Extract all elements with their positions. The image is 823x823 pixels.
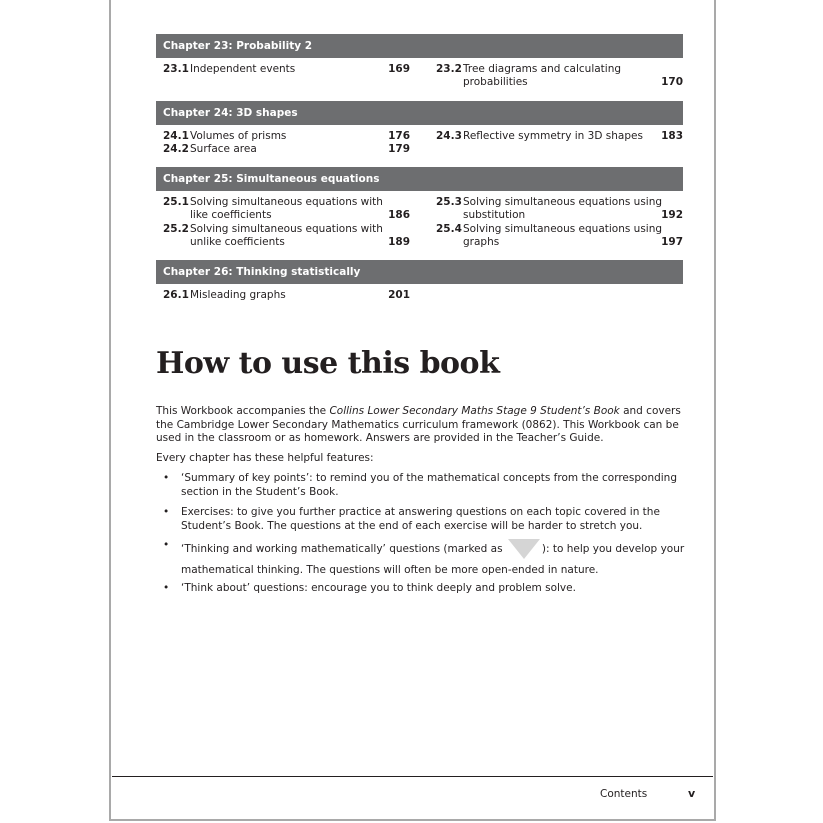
footer-rule [112,776,713,777]
chapter-header: Chapter 25: Simultaneous equations [156,167,683,191]
toc-page: 170 [661,76,683,89]
toc-num: 24.1 [163,130,189,142]
toc-num: 25.3 [436,196,462,208]
toc-num: 24.3 [436,130,462,142]
toc-num: 23.2 [436,63,462,75]
toc-entry[interactable] [163,130,410,143]
bullet-text-b: ): to help you develop your mathematical thinking. The questions will often be more open-ended in nature. [181,543,685,576]
toc-title: Solving simultaneous equations using graphs [463,222,663,248]
toc-page: 179 [388,143,410,156]
toc-entry[interactable] [436,196,683,223]
bullet: • [163,506,170,518]
toc-page: 176 [388,130,410,142]
toc-title: Independent events [190,63,296,75]
page-number: v [688,787,696,800]
bullet: • [163,472,170,484]
toc-title: Solving simultaneous equations with like coefficients [190,196,383,222]
features-intro: Every chapter has these helpful features: [156,452,374,464]
section-heading: How to use this book [156,346,500,381]
chapter-header: Chapter 23: Probability 2 [156,34,683,58]
toc-entry[interactable] [163,143,410,156]
toc-page: 192 [661,209,683,222]
bullet-text: ‘Think about’ questions: encourage you to think deeply and problem solve. [181,582,576,594]
toc-entry[interactable] [163,196,410,223]
toc-num: 25.2 [163,222,189,235]
bullet: • [163,539,170,551]
intro-text: This Workbook accompanies the [156,405,330,417]
toc-entry[interactable] [163,223,410,250]
intro-paragraph [156,405,686,446]
toc-entry[interactable] [163,289,410,302]
book-title: Collins Lower Secondary Maths Stage 9 Student’s Book [329,405,620,417]
toc-title: Surface area [190,143,257,156]
footer-label: Contents [600,788,648,800]
bullet-text: ‘Summary of key points’: to remind you of the mathematical concepts from the corresponding section in the Student’s Book. [181,472,678,498]
chapter-header: Chapter 24: 3D shapes [156,101,683,125]
toc-title: Misleading graphs [190,289,286,301]
bullet-text [181,539,691,581]
toc-title: Solving simultaneous equations using substitution [463,196,663,222]
toc-entry[interactable] [436,130,683,143]
intro-text-2: and covers the Cambridge Lower Secondary Mathematics curriculum framework (0862). This Workbook can be used in the classroom or as homework. Answers are provided in the Teacher’s Guide. [156,405,681,444]
thinking-mathematically-icon [508,539,540,559]
toc-title: Reflective symmetry in 3D shapes [463,130,643,142]
toc-title: Tree diagrams and calculating probabilities [463,63,622,89]
toc-entry[interactable] [436,223,683,250]
toc-entry[interactable] [163,63,410,76]
toc-page: 183 [661,130,683,142]
toc-num: 24.2 [163,143,189,156]
toc-entry[interactable] [436,63,683,90]
chapter-header: Chapter 26: Thinking statistically [156,260,683,284]
toc-num: 26.1 [163,289,189,301]
bullet-text-a: ‘Thinking and working mathematically’ questions (marked as [181,543,503,555]
toc-page: 169 [388,63,410,75]
toc-page: 186 [388,209,410,222]
toc-num: 25.4 [436,222,462,235]
toc-page: 189 [388,235,410,248]
toc-num: 25.1 [163,196,189,208]
bullet-text: Exercises: to give you further practice at answering questions on each topic covered in the Student’s Book. The questions at the end of each exercise will be harder to stretch you. [181,506,660,532]
bullet: • [163,582,170,594]
toc-title: Solving simultaneous equations with unlike coefficients [190,222,383,248]
toc-page: 197 [661,235,683,248]
toc-title: Volumes of prisms [190,130,287,142]
toc-num: 23.1 [163,63,189,75]
toc-page: 201 [388,289,410,301]
